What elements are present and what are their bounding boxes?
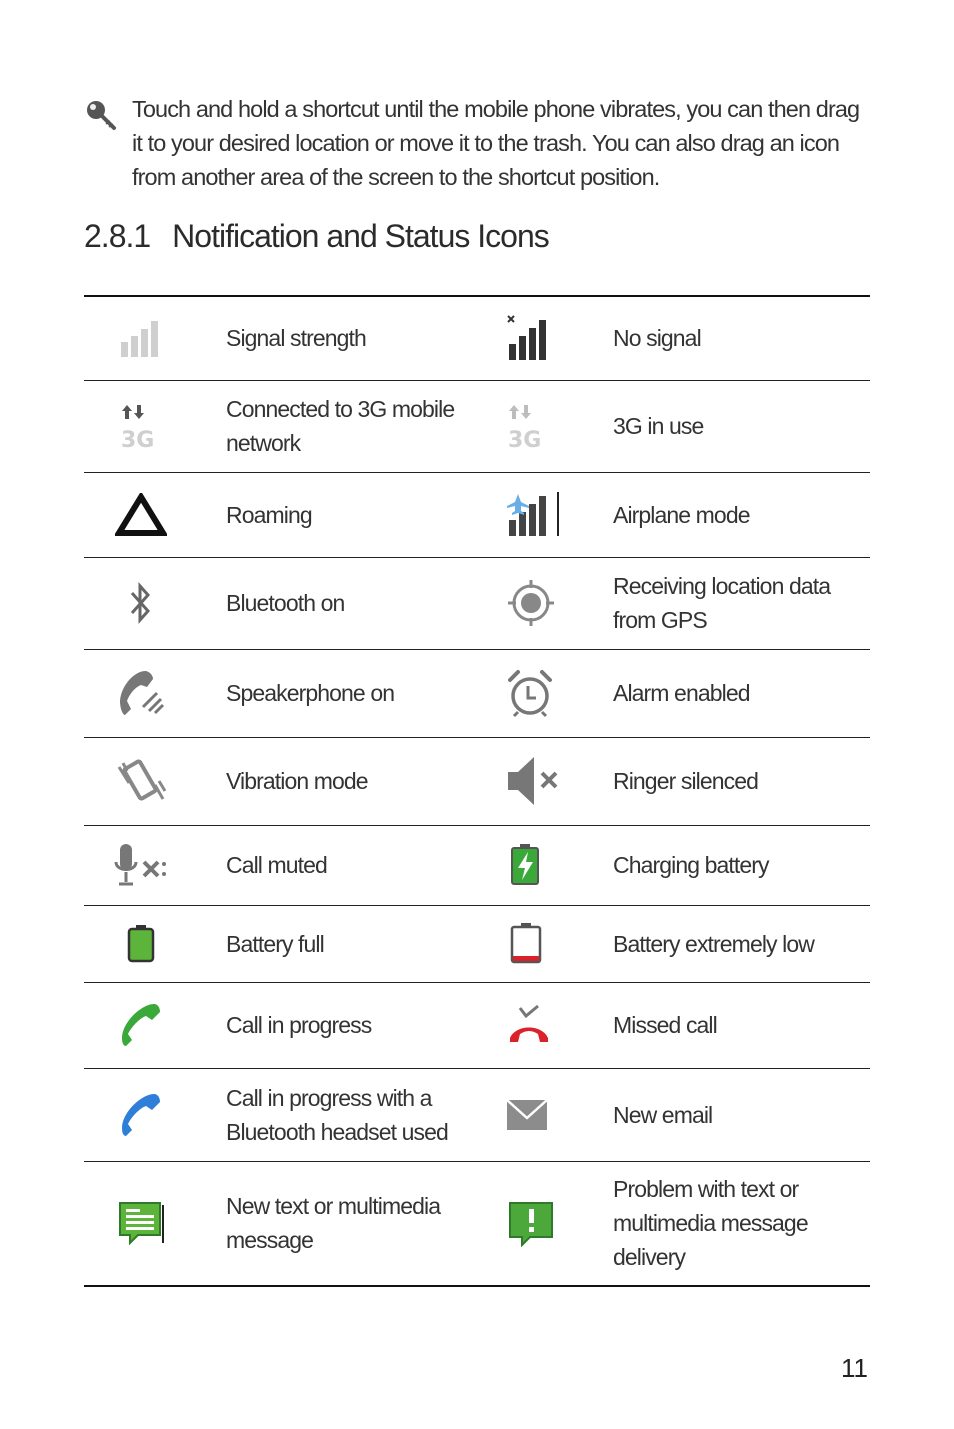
section-number: 2.8.1 bbox=[84, 218, 151, 254]
label-cell: Charging battery bbox=[602, 825, 870, 905]
label-cell: Call in progress bbox=[197, 982, 506, 1068]
roaming-icon bbox=[115, 493, 167, 537]
label-cell: Receiving location data from GPS bbox=[602, 557, 870, 649]
icons-table bbox=[84, 295, 870, 1287]
signal-strength-icon bbox=[119, 318, 163, 358]
label-cell: New email bbox=[602, 1068, 870, 1161]
label-cell: Roaming bbox=[197, 472, 506, 557]
battery-low-icon bbox=[506, 923, 546, 965]
new-message-icon bbox=[116, 1199, 166, 1247]
table-row bbox=[84, 472, 870, 557]
label-cell: Call muted bbox=[197, 825, 506, 905]
vibration-icon bbox=[115, 757, 167, 805]
label-cell: 3G in use bbox=[602, 380, 870, 472]
table-row bbox=[84, 737, 870, 825]
label-cell: Battery extremely low bbox=[602, 905, 870, 982]
label-cell: Battery full bbox=[197, 905, 506, 982]
svg-text:3G: 3G bbox=[508, 428, 542, 451]
3g-connected-icon bbox=[119, 401, 163, 451]
call-in-progress-icon bbox=[118, 1002, 164, 1048]
alarm-icon bbox=[506, 668, 554, 718]
airplane-mode-icon bbox=[506, 492, 560, 538]
message-problem-icon bbox=[506, 1199, 556, 1247]
label-cell: Call in progress with a Bluetooth headset used bbox=[197, 1068, 506, 1161]
table-row bbox=[84, 557, 870, 649]
ringer-silenced-icon bbox=[506, 755, 562, 807]
table-row bbox=[84, 380, 870, 472]
battery-full-icon bbox=[123, 923, 159, 965]
new-email-icon bbox=[506, 1098, 548, 1132]
label-cell: Signal strength bbox=[197, 296, 506, 380]
table-row bbox=[84, 1161, 870, 1286]
table-row bbox=[84, 296, 870, 380]
table-row bbox=[84, 649, 870, 737]
table-row bbox=[84, 982, 870, 1068]
page-number: 11 bbox=[841, 1353, 868, 1383]
label-cell: Missed call bbox=[602, 982, 870, 1068]
label-cell: Speakerphone on bbox=[197, 649, 506, 737]
bluetooth-icon bbox=[126, 580, 156, 626]
label-cell: Problem with text or multimedia message delivery bbox=[613, 1176, 808, 1271]
label-cell: Connected to 3G mobile network bbox=[197, 380, 506, 472]
label-cell: Vibration mode bbox=[197, 737, 506, 825]
label-cell: Alarm enabled bbox=[602, 649, 870, 737]
label-cell: New text or multimedia message bbox=[226, 1193, 441, 1254]
charging-battery-icon bbox=[506, 844, 546, 886]
bluetooth-call-icon bbox=[118, 1092, 164, 1138]
section-heading bbox=[84, 218, 549, 255]
missed-call-icon bbox=[506, 1004, 552, 1046]
label-cell: No signal bbox=[602, 296, 870, 380]
speakerphone-icon bbox=[115, 667, 167, 719]
label-cell: Bluetooth on bbox=[197, 557, 506, 649]
no-signal-icon bbox=[506, 314, 552, 362]
section-title: Notification and Status Icons bbox=[172, 218, 549, 254]
tip-text: Touch and hold a shortcut until the mobile phone vibrates, you can then drag it to your desired location or move it to the trash. You can also drag an icon from another area of the screen to the shortcut position. bbox=[132, 96, 860, 190]
svg-text:3G: 3G bbox=[120, 428, 154, 451]
3g-in-use-icon bbox=[506, 401, 550, 451]
label-cell: Airplane mode bbox=[602, 472, 870, 557]
gps-icon bbox=[506, 578, 556, 628]
label-cell: Ringer silenced bbox=[602, 737, 870, 825]
tip-note bbox=[84, 92, 874, 194]
magnifier-hand-icon bbox=[84, 96, 120, 132]
table-row bbox=[84, 905, 870, 982]
call-muted-icon bbox=[114, 842, 168, 888]
table-row bbox=[84, 1068, 870, 1161]
table-row bbox=[84, 825, 870, 905]
